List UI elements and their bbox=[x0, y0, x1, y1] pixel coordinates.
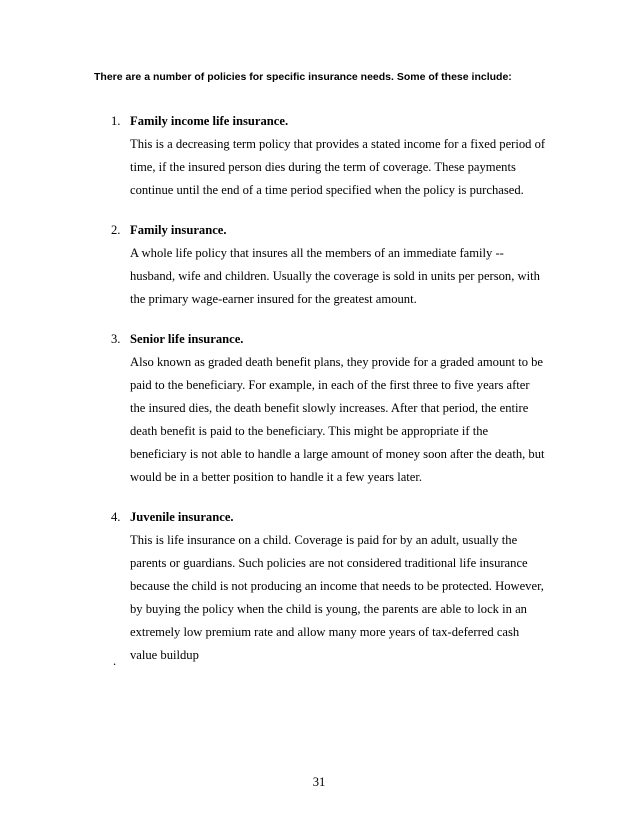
item-text-line: continue until the end of a time period specified when the policy is purchased. bbox=[130, 183, 524, 197]
item-text-line: the insured dies, the death benefit slowly increases. After that period, the entire bbox=[130, 401, 529, 415]
item-text-line: extremely low premium rate and allow many more years of tax-deferred cash bbox=[130, 625, 520, 639]
item-text-line: value buildup bbox=[130, 648, 199, 662]
item-text-line: by buying the policy when the child is young, the parents are able to lock in an bbox=[130, 602, 527, 616]
item-text-line: because the child is not producing an income that needs to be protected. However, bbox=[130, 579, 544, 593]
item-text-line: husband, wife and children. Usually the coverage is sold in units per person, with bbox=[130, 269, 540, 283]
item-title: Family income life insurance. bbox=[130, 114, 289, 128]
intro-heading: There are a number of policies for specific insurance needs. Some of these include: bbox=[94, 71, 512, 83]
item-title: Juvenile insurance. bbox=[130, 510, 234, 524]
item-number: 1. bbox=[111, 114, 121, 128]
item-text-line: time, if the insured person dies during the term of coverage. These payments bbox=[130, 160, 516, 174]
item-text-line: would be in a better position to handle it a few years later. bbox=[130, 470, 423, 484]
item-number: 3. bbox=[111, 332, 121, 346]
item-text-line: This is life insurance on a child. Coverage is paid for by an adult, usually the bbox=[130, 533, 518, 547]
item-text-line: parents or guardians. Such policies are not considered traditional life insurance bbox=[130, 556, 528, 570]
trailing-period: . bbox=[113, 654, 117, 668]
item-text-line: death benefit is paid to the beneficiary. This might be appropriate if the bbox=[130, 424, 489, 438]
item-text-line: This is a decreasing term policy that provides a stated income for a fixed period of bbox=[130, 137, 546, 151]
page-number: 31 bbox=[312, 775, 326, 789]
item-text-line: paid to the beneficiary. For example, in each of the first three to five years after bbox=[130, 378, 530, 392]
item-text-line: A whole life policy that insures all the members of an immediate family -- bbox=[130, 246, 504, 260]
item-title: Family insurance. bbox=[130, 223, 227, 237]
item-text-line: Also known as graded death benefit plans, they provide for a graded amount to be bbox=[130, 355, 544, 369]
item-title: Senior life insurance. bbox=[130, 332, 244, 346]
item-number: 4. bbox=[111, 510, 121, 524]
item-number: 2. bbox=[111, 223, 121, 237]
item-text-line: the primary wage-earner insured for the greatest amount. bbox=[130, 292, 417, 306]
item-text-line: beneficiary is not able to handle a large amount of money soon after the death, but bbox=[130, 447, 545, 461]
